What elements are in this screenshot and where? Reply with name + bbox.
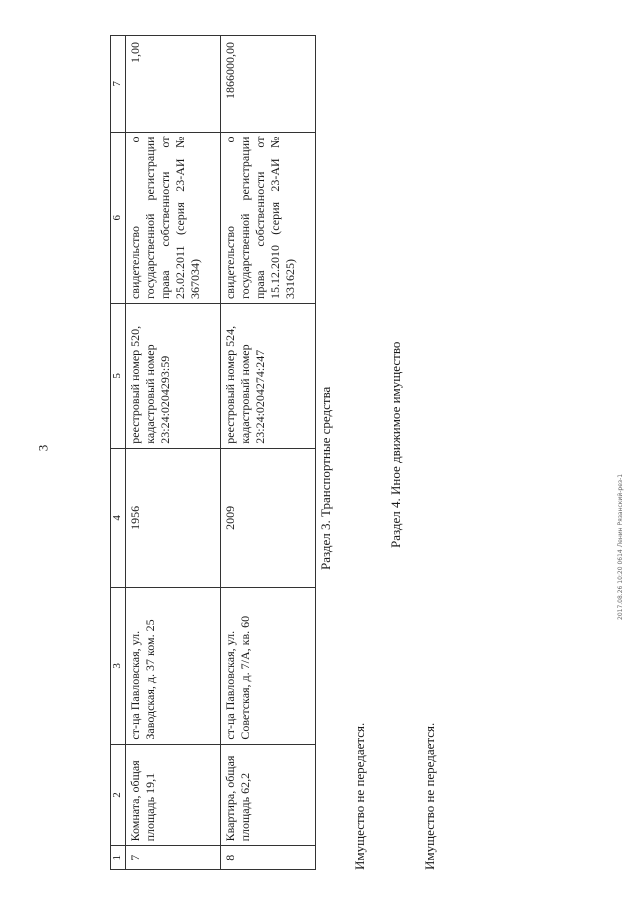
table-header-row — [111, 36, 126, 870]
no-transfer-notice: Имущество не передается. — [352, 722, 367, 870]
object-certificate: свидетельство о государственной регистрации права собственности от 15.12.2010 (серия 23-АИ № 331625) — [220, 132, 315, 304]
column-header: 1 — [111, 846, 126, 870]
column-header: 3 — [111, 588, 126, 745]
object-name: Комната, общая площадь 19,1 — [125, 744, 220, 846]
row-number: 8 — [220, 846, 315, 870]
object-address: ст-ца Павловская, ул. Советская, д. 7/А, кв. 60 — [220, 588, 315, 745]
table-row — [125, 36, 220, 870]
column-header: 7 — [111, 36, 126, 133]
object-cadastral: реестровый номер 520, кадастровый номер 23:24:0204293:59 — [125, 304, 220, 449]
row-number: 7 — [125, 846, 220, 870]
object-cadastral: реестровый номер 524, кадастровый номер 23:24:0204274:247 — [220, 304, 315, 449]
rotated-page-content — [110, 35, 630, 870]
page-number: 3 — [35, 444, 51, 452]
document-stamp: 2017.08.26 10:20 0614 Ленин Рязанский-рез-1 — [617, 473, 624, 620]
object-value: 1,00 — [125, 36, 220, 133]
column-header: 4 — [111, 448, 126, 587]
object-year: 2009 — [220, 448, 315, 587]
column-header: 2 — [111, 744, 126, 846]
column-header: 6 — [111, 132, 126, 304]
column-header: 5 — [111, 304, 126, 449]
property-table — [110, 35, 316, 870]
object-certificate: свидетельство о государственной регистрации права собственности от 25.02.2011 (серия 23-АИ № 367034) — [125, 132, 220, 304]
section-3-heading: Раздел 3. Транспортные средства — [318, 386, 333, 570]
table-row — [220, 36, 315, 870]
object-year: 1956 — [125, 448, 220, 587]
object-address: ст-ца Павловская, ул. Заводская, д. 37 ком. 25 — [125, 588, 220, 745]
section-4-heading: Раздел 4. Иное движимое имущество — [388, 341, 403, 548]
object-value: 1866000,00 — [220, 36, 315, 133]
no-transfer-notice: Имущество не передается. — [422, 722, 437, 870]
object-name: Квартира, общая площадь 62,2 — [220, 744, 315, 846]
